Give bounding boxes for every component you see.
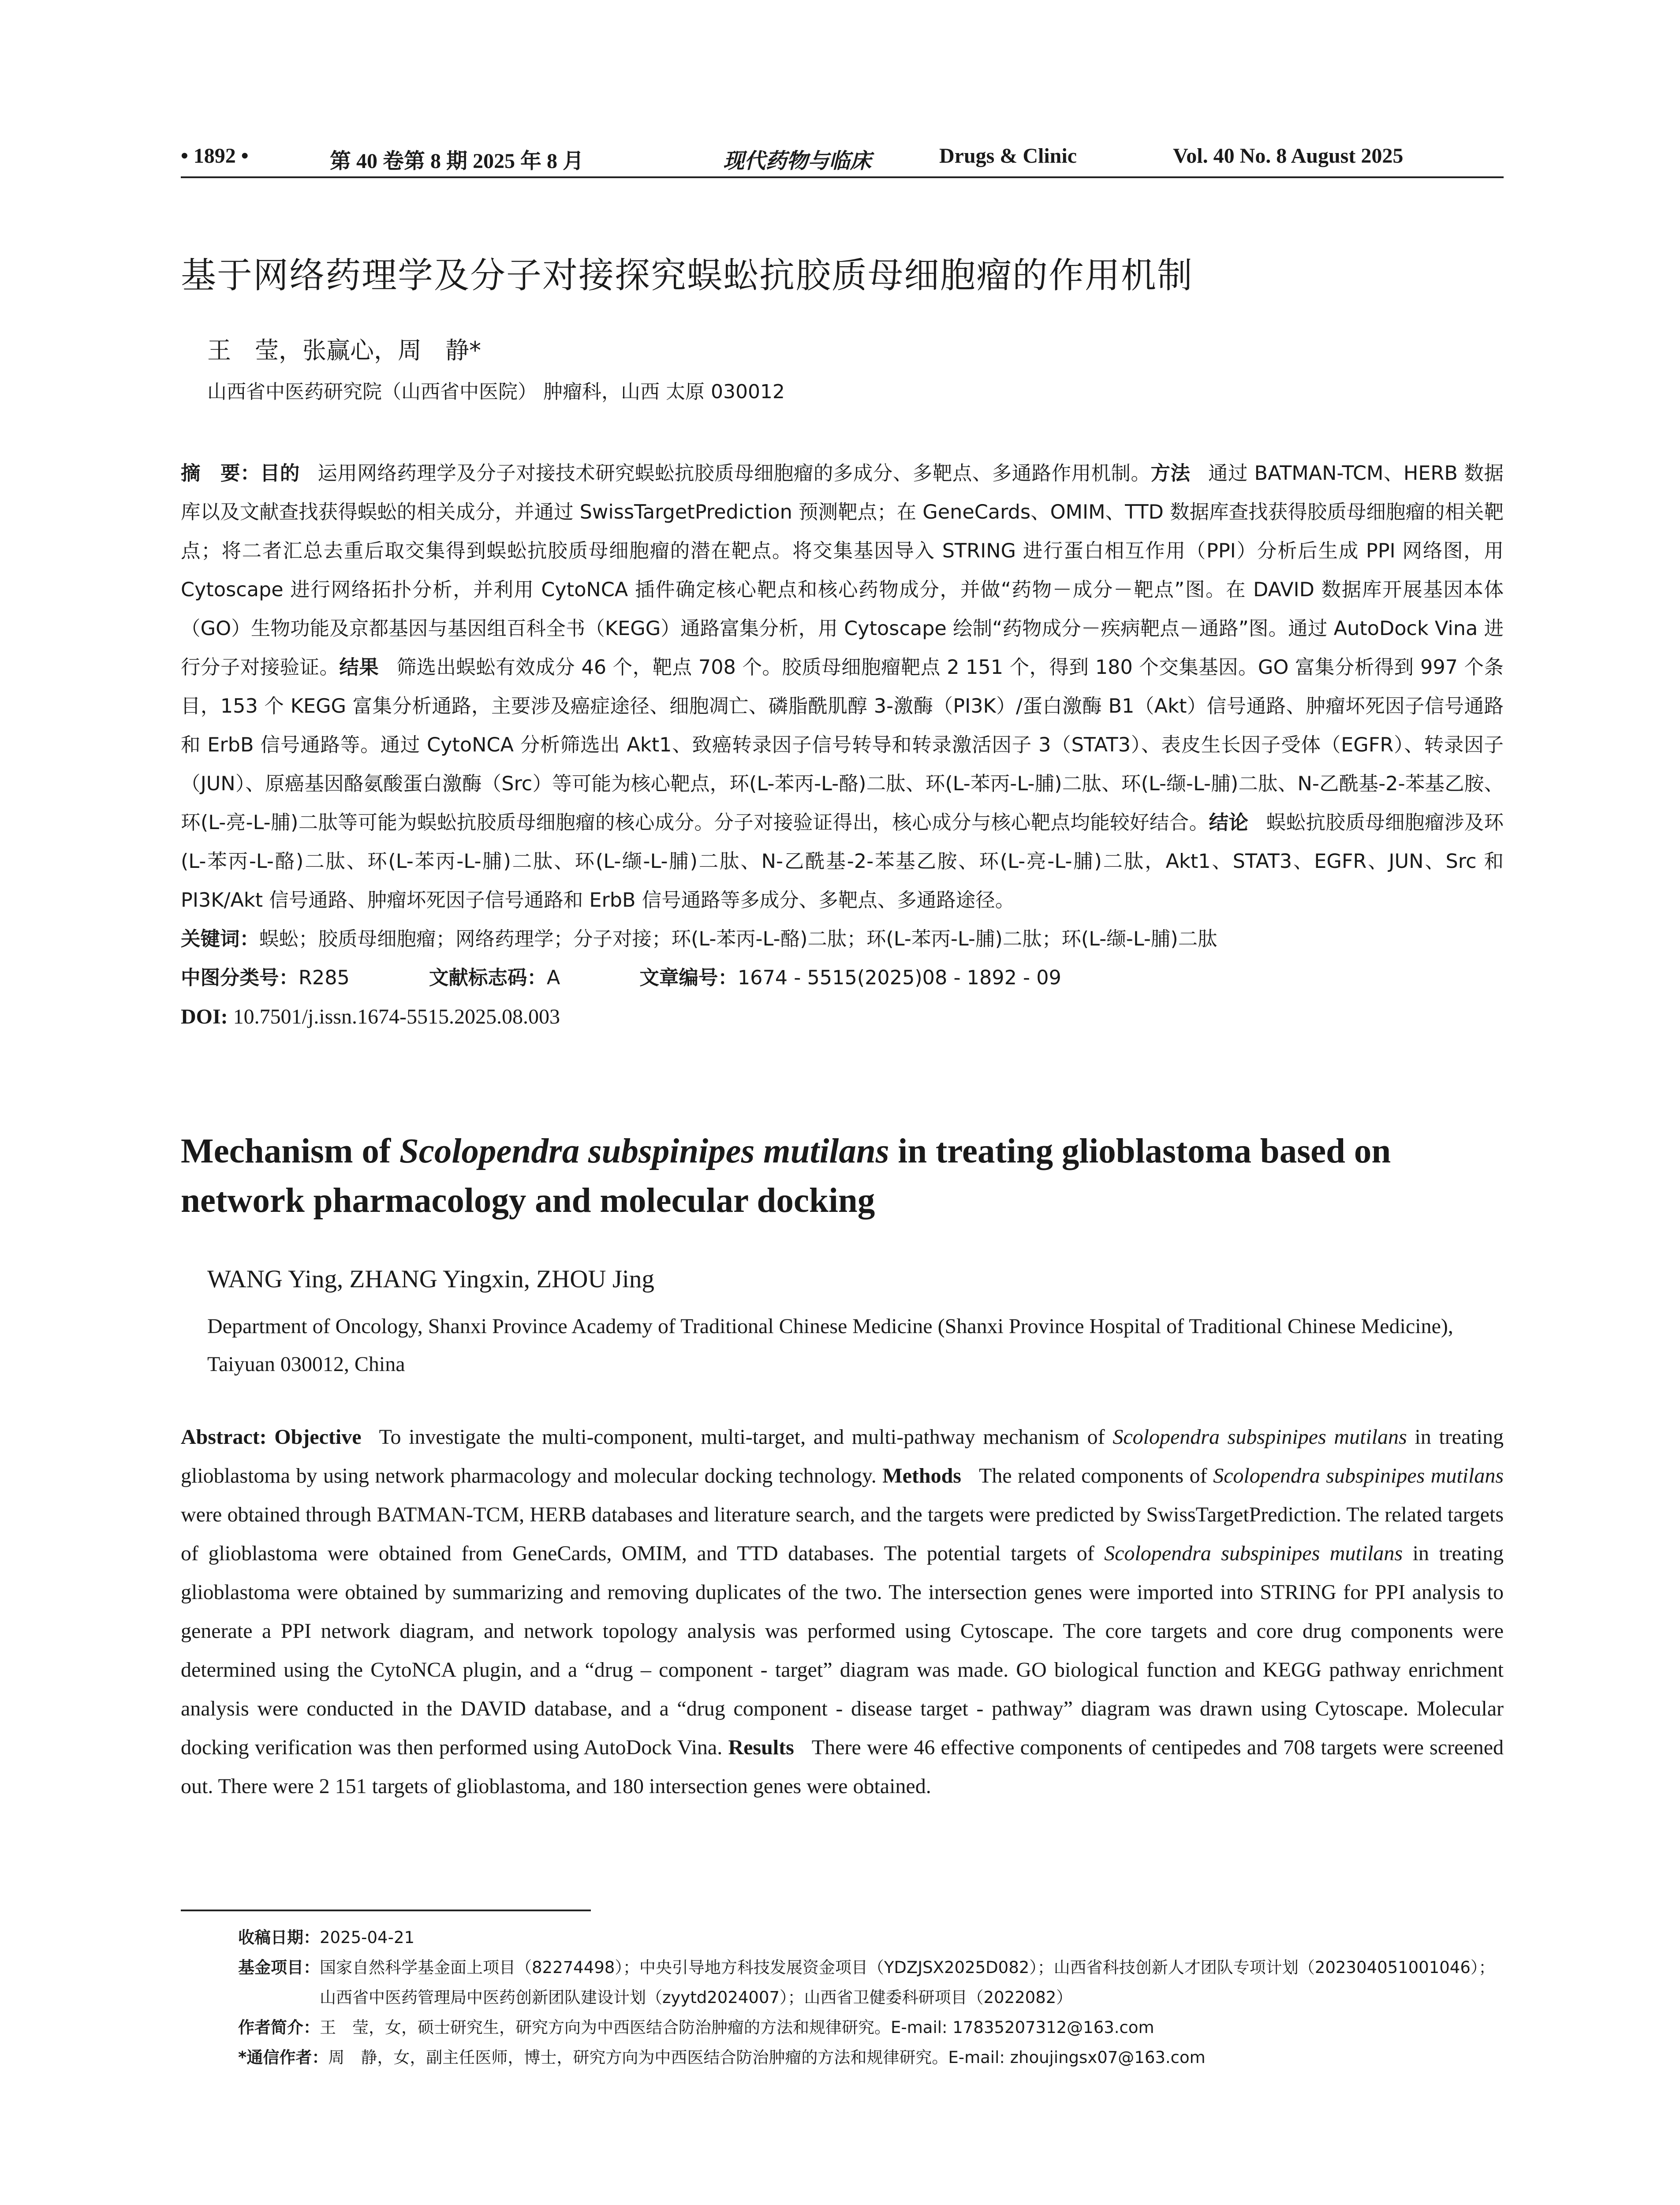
en-methods-text: were obtained through BATMAN-TCM, HERB databases and literature search, and the targets were predicted by SwissTargetPrediction. The related targets of glioblastoma were obtained from GeneCards, OMIM, and TTD databases. The potential targets of [181, 1503, 1504, 1565]
english-title-part: in treating glioblastoma based on network pharmacology and molecular docking [181, 1132, 1391, 1220]
doc-code-label: 文献标志码： [429, 967, 547, 989]
footnote-fund [238, 1953, 1504, 2013]
article-no-label: 文章编号： [639, 967, 738, 989]
en-species: Scolopendra subspinipes mutilans [1113, 1425, 1407, 1449]
clc-value: R285 [299, 967, 350, 989]
doi-value: 10.7501/j.issn.1674-5515.2025.08.003 [233, 1005, 560, 1028]
en-methods-text: The related components of [978, 1464, 1213, 1487]
en-results-text: There were 46 effective components of centipedes and 708 targets were screened out. There were 2 151 targets of glioblastoma, and 180 intersection genes were obtained. [181, 1736, 1504, 1798]
classification-line [181, 959, 1504, 998]
footnote-divider [181, 1910, 591, 1911]
english-title [181, 1127, 1504, 1226]
chinese-affiliation: 山西省中医药研究院（山西省中医院） 肿瘤科，山西 太原 030012 [207, 381, 785, 403]
en-methods-text: in treating glioblastoma were obtained by summarizing and removing duplicates of the two. The intersection genes were imported into STRING for PPI analysis to generate a PPI network diagram, and network topology analysis was performed using Cytoscape. The core targets and core drug components were determined using the CytoNCA plugin, and a “drug – component - target” diagram was made. GO biological function and KEGG pathway enrichment analysis were conducted in the DAVID database, and a “drug component - disease target - pathway” diagram was drawn using Cytoscape. Molecular docking verification was then performed using AutoDock Vina. [181, 1542, 1504, 1759]
footnote-author [238, 2013, 1504, 2043]
footnotes [238, 1923, 1504, 2073]
conclusion-label: 结论 [1209, 811, 1249, 834]
en-objective-text: To investigate the multi-component, multi-target, and multi-pathway mechanism of [379, 1425, 1113, 1449]
running-header [181, 140, 1504, 178]
journal-name-en: Drugs & Clinic [939, 144, 1077, 168]
footnote-label: *通信作者： [238, 2048, 329, 2067]
keywords-label: 关键词： [181, 928, 260, 950]
clc-label: 中图分类号： [181, 967, 299, 989]
doi-label: DOI: [181, 1005, 228, 1028]
en-species: Scolopendra subspinipes mutilans [1104, 1542, 1403, 1565]
en-abstract-label: Abstract: Objective [181, 1425, 362, 1449]
article-no-value: 1674 - 5515(2025)08 - 1892 - 09 [737, 967, 1061, 989]
footnote-label: 基金项目： [238, 1958, 320, 1977]
footnote-text: 2025-04-21 [320, 1928, 415, 1947]
en-results-label: Results [728, 1736, 794, 1759]
abstract-label: 摘 要： [181, 462, 260, 485]
doi-line [181, 998, 1504, 1036]
keywords-line [181, 920, 1504, 959]
footnote-received [238, 1923, 1504, 1953]
keywords-text: 蜈蚣；胶质母细胞瘤；网络药理学；分子对接；环(L-苯丙-L-酪)二肽；环(L-苯丙-L-脯)二肽；环(L-缬-L-脯)二肽 [259, 928, 1217, 950]
chinese-abstract [181, 454, 1504, 1036]
chinese-title: 基于网络药理学及分子对接探究蜈蚣抗胶质母细胞瘤的作用机制 [181, 255, 1193, 296]
english-title-species: Scolopendra subspinipes mutilans [399, 1132, 889, 1170]
footnote-corresponding [238, 2043, 1504, 2073]
footnote-text: 王 莹，女，硕士研究生，研究方向为中西医结合防治肿瘤的方法和规律研究。E-mail: 17835207312@163.com [320, 2018, 1154, 2037]
conclusion-text: 蜈蚣抗胶质母细胞瘤涉及环(L-苯丙-L-酪)二肽、环(L-苯丙-L-脯)二肽、环(L-缬-L-脯)二肽、N-乙酰基-2-苯基乙胺、环(L-亮-L-脯)二肽，Akt1、STAT3、EGFR、JUN、Src 和 PI3K/Akt 信号通路、肿瘤坏死因子信号通路和 ErbB 信号通路等多成分、多靶点、多通路途径。 [181, 811, 1504, 912]
english-affiliation: Department of Oncology, Shanxi Province Academy of Traditional Chinese Medicine (Shanxi Province Hospital of Traditional Chinese Medicine), Taiyuan 030012, China [207, 1315, 1453, 1376]
english-authors: WANG Ying, ZHANG Yingxin, ZHOU Jing [207, 1265, 654, 1293]
results-label: 结果 [339, 656, 379, 679]
english-abstract [181, 1418, 1504, 1806]
volume-issue-cn: 第 40 卷第 8 期 2025 年 8 月 [330, 149, 584, 173]
footnote-text: 国家自然科学基金面上项目（82274498）；中央引导地方科技发展资金项目（YDZJSX2025D082）；山西省科技创新人才团队专项计划（202304051001046）；山西省中医药管理局中医药创新团队建设计划（zyytd2024007）；山西省卫健委科研项目（2022082） [320, 1958, 1495, 2007]
footnote-label: 作者简介： [238, 2018, 320, 2037]
en-objective-text: in treating glioblastoma by using network pharmacology and molecular docking technology. [181, 1425, 1504, 1487]
methods-label: 方法 [1150, 462, 1191, 485]
footnote-label: 收稿日期： [238, 1928, 320, 1947]
footnote-text: 周 静，女，副主任医师，博士，研究方向为中西医结合防治肿瘤的方法和规律研究。E-mail: zhoujingsx07@163.com [328, 2048, 1206, 2067]
doc-code-value: A [546, 967, 560, 989]
journal-name-cn: 现代药物与临床 [723, 149, 872, 173]
en-species: Scolopendra subspinipes mutilans [1213, 1464, 1504, 1487]
objective-label: 目的 [260, 462, 300, 485]
en-methods-label: Methods [882, 1464, 961, 1487]
volume-issue-en: Vol. 40 No. 8 August 2025 [1173, 144, 1404, 168]
page-number: • 1892 • [181, 144, 249, 168]
results-text: 筛选出蜈蚣有效成分 46 个，靶点 708 个。胶质母细胞瘤靶点 2 151 个，得到 180 个交集基因。GO 富集分析得到 997 个条目，153 个 KEGG 富集分析通路，主要涉及癌症途径、细胞凋亡、磷脂酰肌醇 3-激酶（PI3K）/蛋白激酶 B1（Akt）信号通路、肿瘤坏死因子信号通路和 ErbB 信号通路等。通过 CytoNCA 分析筛选出 Akt1、致癌转录因子信号转导和转录激活因子 3（STAT3）、表皮生长因子受体（EGFR）、转录因子（JUN）、原癌基因酪氨酸蛋白激酶（Src）等可能为核心靶点，环(L-苯丙-L-酪)二肽、环(L-苯丙-L-脯)二肽、环(L-缬-L-脯)二肽、N-乙酰基-2-苯基乙胺、环(L-亮-L-脯)二肽等可能为蜈蚣抗胶质母细胞瘤的核心成分。分子对接验证得出，核心成分与核心靶点均能较好结合。 [181, 656, 1504, 834]
methods-text: 通过 BATMAN-TCM、HERB 数据库以及文献查找获得蜈蚣的相关成分，并通过 SwissTargetPrediction 预测靶点；在 GeneCards、OMIM、TTD 数据库查找获得胶质母细胞瘤的相关靶点；将二者汇总去重后取交集得到蜈蚣抗胶质母细胞瘤的潜在靶点。将交集基因导入 STRING 进行蛋白相互作用（PPI）分析后生成 PPI 网络图，用 Cytoscape 进行网络拓扑分析，并利用 CytoNCA 插件确定核心靶点和核心药物成分，并做“药物－成分－靶点”图。在 DAVID 数据库开展基因本体（GO）生物功能及京都基因与基因组百科全书（KEGG）通路富集分析，用 Cytoscape 绘制“药物成分－疾病靶点－通路”图。通过 AutoDock Vina 进行分子对接验证。 [181, 462, 1504, 679]
objective-text: 运用网络药理学及分子对接技术研究蜈蚣抗胶质母细胞瘤的多成分、多靶点、多通路作用机制。 [317, 462, 1151, 485]
chinese-authors: 王 莹，张赢心，周 静* [207, 336, 481, 364]
english-title-part: Mechanism of [181, 1132, 399, 1170]
